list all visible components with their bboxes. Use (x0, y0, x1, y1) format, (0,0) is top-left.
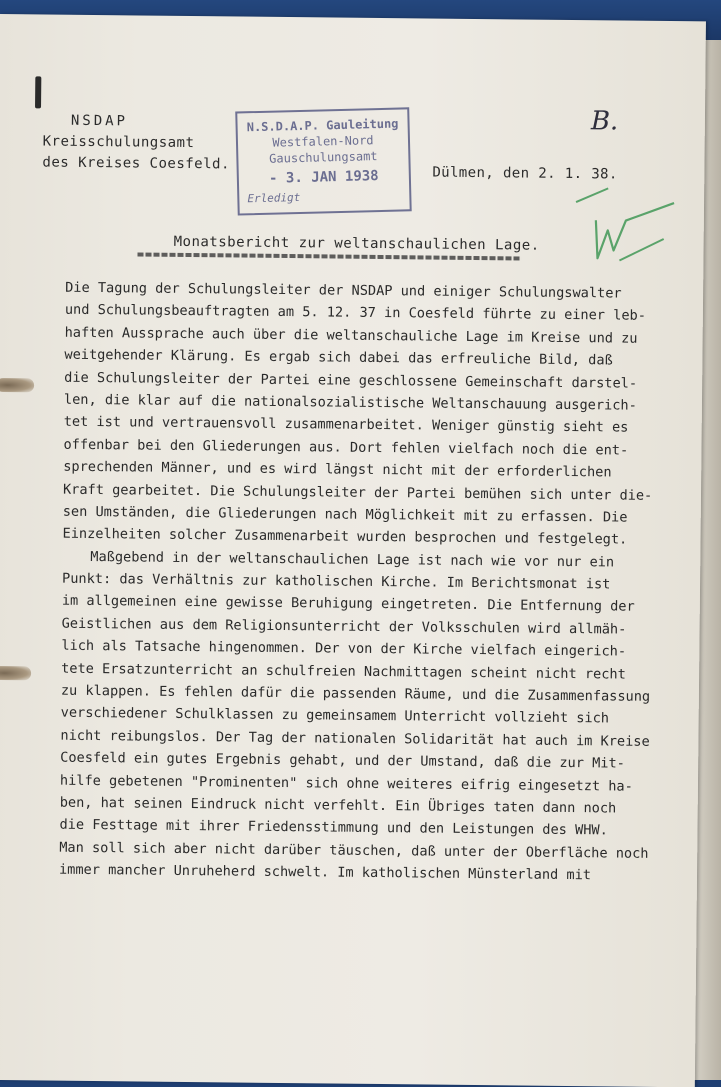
title-underline (137, 252, 521, 260)
sender-block (42, 110, 230, 175)
body-line: verschiedener Schulklassen zu gemeinsamem Unterricht vollzieht sich (60, 705, 610, 727)
punch-hole-bottom (0, 666, 31, 680)
stamp-line-1: N.S.D.A.P. Gauleitung (246, 116, 399, 135)
stamp-line-3: Gauschulungsamt (269, 149, 378, 166)
body-line: die Festtage mit ihrer Friedensstimmung und den Leistungen des WHW. (59, 817, 608, 839)
body-line: sen Umständen, die Gliederungen nach Möglichkeit mit zu erfassen. Die (62, 503, 628, 526)
body-line: im allgemeinen eine gewisse Beruhigung eingetreten. Die Entfernung der (61, 593, 635, 616)
body-line: zu klappen. Es fehlen dafür die passenden Räume, und die Zusammenfassung (60, 682, 651, 705)
body-line: die Schulungsleiter der Partei eine geschlossene Gemeinschaft darstel- (64, 369, 638, 392)
body-line: Maßgebend in der weltanschaulichen Lage ist nach wie vor nur ein (90, 548, 615, 571)
document-sheet (0, 14, 706, 1087)
body-line: immer mancher Unruheherd schwelt. Im katholischen Münsterland mit (58, 861, 592, 884)
body-line: Die Tagung der Schulungsleiter der NSDAP und einiger Schulungswalter (65, 279, 622, 302)
body-line: weitgehender Klärung. Es ergab sich dabei das erfreuliche Bild, daß (64, 346, 613, 369)
sender-office: Kreisschulungsamt (42, 133, 195, 152)
handwritten-initials: B. (590, 106, 619, 137)
receipt-stamp (235, 107, 411, 215)
body-line: Kraft gearbeitet. Die Schulungsleiter der Partei bemühen sich unter die- (62, 481, 653, 504)
sender-org: NSDAP (70, 112, 129, 130)
body-line: hilfe gebetenen "Prominenten" sich ohne weiteres eifrig eingesetzt ha- (59, 772, 633, 795)
report-body (59, 277, 715, 888)
stamp-date: - 3. JAN 1938 (268, 168, 379, 187)
body-line: lich als Tatsache hingenommen. Der von der Kirche vielfach eingerich- (61, 637, 627, 660)
body-line: und Schulungsbeauftragten am 5. 12. 37 in Coesfeld führte zu einer leb- (64, 302, 647, 325)
body-line: len, die klar auf die nationalsozialistische Weltanschauung ausgerich- (63, 391, 637, 414)
stamp-line-2: Westfalen-Nord (272, 133, 374, 150)
staple-mark (35, 76, 41, 108)
body-line: Punkt: das Verhältnis zur katholischen Kirche. Im Berichtsmonat ist (62, 570, 611, 593)
body-line: offenbar bei den Gliederungen aus. Dort fehlen vielfach noch die ent- (63, 436, 629, 459)
sender-district: des Kreises Coesfeld. (42, 154, 231, 173)
body-line: haften Aussprache auch über die weltanschauliche Lage im Kreise und zu (64, 324, 638, 347)
body-line: tete Ersatzunterricht an schulfreien Nachmittagen scheint nicht recht (61, 660, 626, 683)
body-line: Man soll sich aber nicht darüber täuschen, daß unter der Oberfläche noch (59, 839, 649, 862)
dateline: Dülmen, den 2. 1. 38. (432, 164, 618, 183)
stamp-footer: Erledigt (247, 190, 301, 206)
punch-hole-top (0, 378, 34, 392)
body-line: sprechenden Männer, und es wird längst nicht mit der erforderlichen (63, 458, 612, 481)
report-title: Monatsbericht zur weltanschaulichen Lage. (173, 233, 540, 254)
body-line: nicht reibungslos. Der Tag der nationalen Solidarität hat auch im Kreise (60, 727, 650, 750)
body-line: ben, hat seinen Eindruck nicht verfehlt. Ein Übriges taten dann noch (59, 794, 617, 817)
body-line: tet ist und vertrauensvoll zusammenarbeitet. Weniger günstig sieht es (63, 414, 629, 436)
green-pencil-signature (567, 180, 698, 281)
body-line: Geistlichen aus dem Religionsunterricht der Volksschulen wird allmäh- (61, 615, 627, 638)
body-line: Einzelheiten solcher Zusammenarbeit wurden besprochen und festgelegt. (62, 525, 628, 548)
body-line: Coesfeld ein gutes Ergebnis gehabt, und der Umstand, daß die zur Mit- (60, 749, 625, 772)
